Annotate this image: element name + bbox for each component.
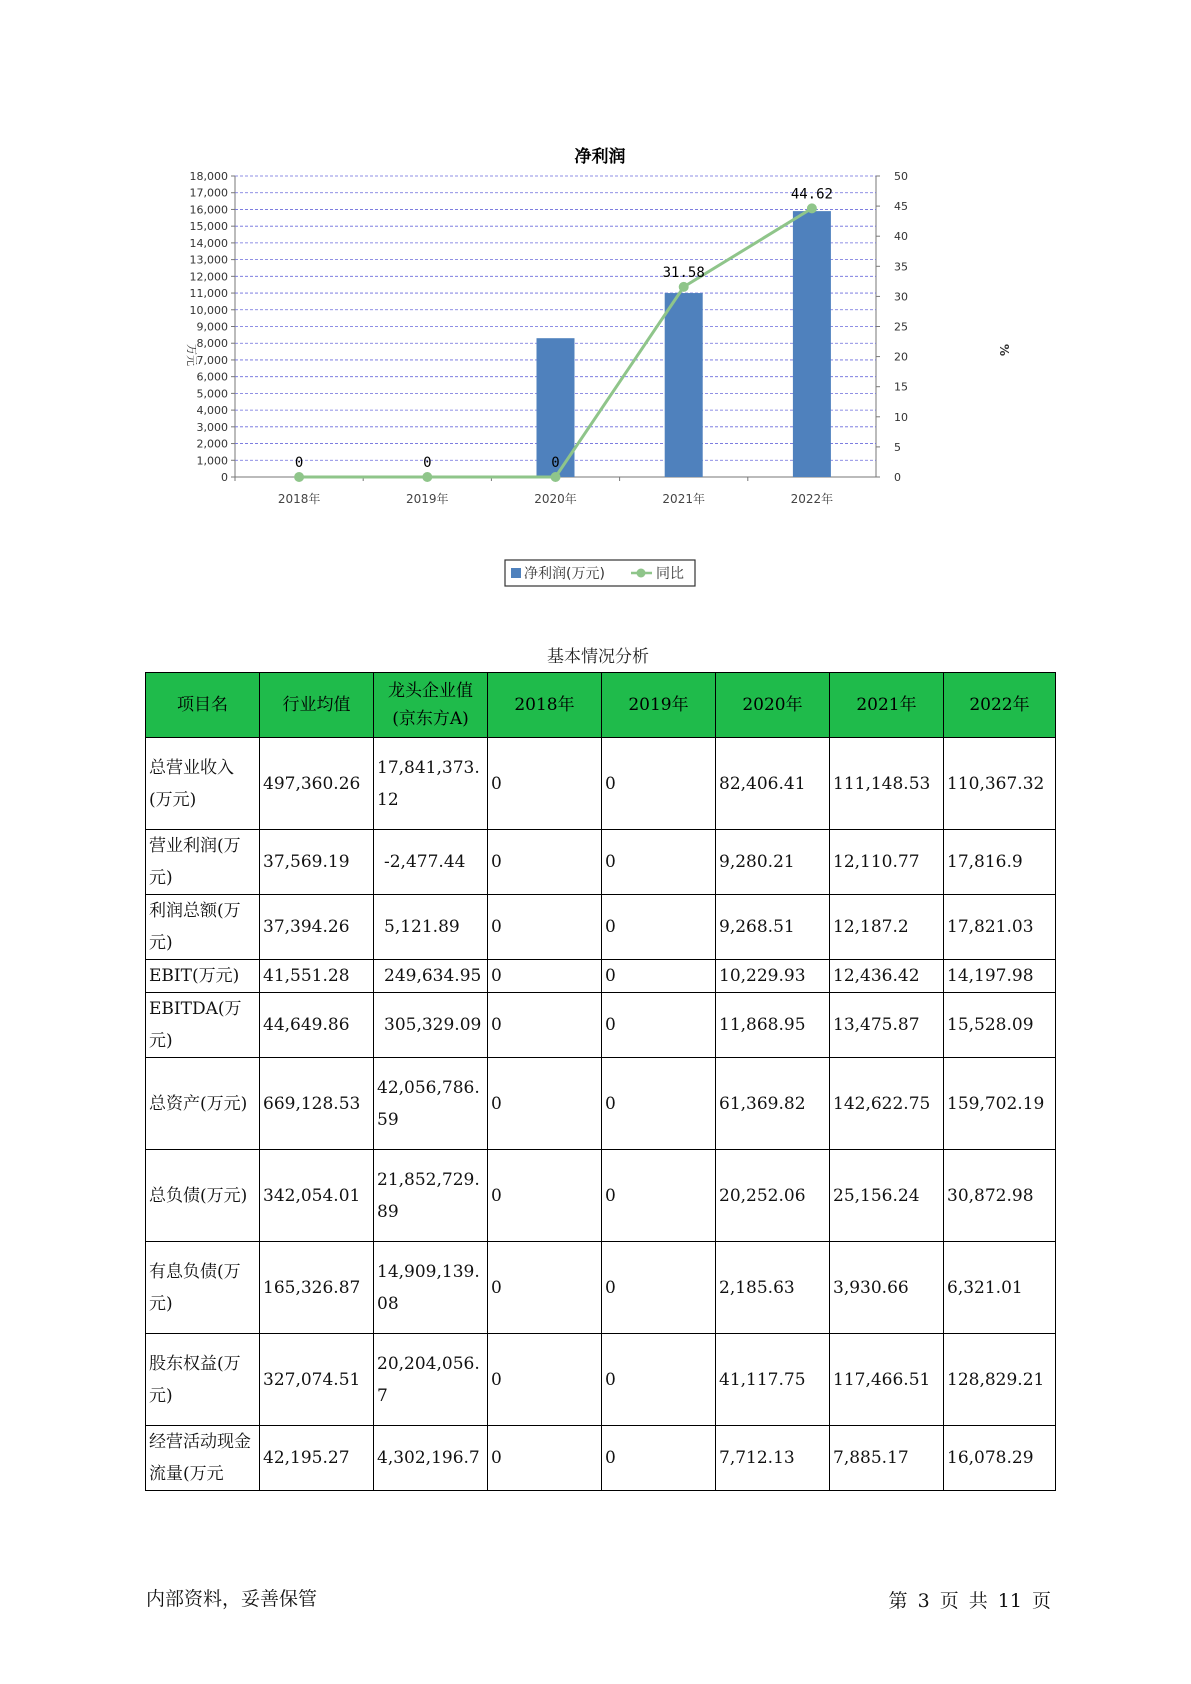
leader-value-cell: -2,477.44 — [374, 830, 488, 895]
industry-avg-cell: 497,360.26 — [260, 738, 374, 830]
y-tick-label: 12,000 — [189, 270, 228, 284]
industry-avg-cell: 37,569.19 — [260, 830, 374, 895]
row-name: 总资产(万元) — [146, 1058, 260, 1150]
table-row — [146, 1150, 1056, 1242]
industry-avg-cell: 42,195.27 — [260, 1426, 374, 1491]
leader-value-cell: 4,302,196.7 — [374, 1426, 488, 1491]
value-2018-cell: 0 — [488, 1242, 602, 1334]
y2-tick-label: 40 — [894, 230, 908, 244]
y2-tick-label: 25 — [894, 320, 908, 334]
value-2018-cell: 0 — [488, 1334, 602, 1426]
x-tick-label: 2018年 — [277, 492, 321, 506]
industry-avg-cell: 342,054.01 — [260, 1150, 374, 1242]
y2-tick-label: 10 — [894, 410, 908, 424]
row-name: 经营活动现金流量(万元 — [146, 1426, 260, 1491]
header-industry-avg: 行业均值 — [260, 673, 374, 738]
yoy-data-label: 0 — [551, 455, 560, 471]
row-name: 有息负债(万元) — [146, 1242, 260, 1334]
value-2020-cell: 82,406.41 — [716, 738, 830, 830]
value-2018-cell: 0 — [488, 1150, 602, 1242]
row-name: 利润总额(万元) — [146, 895, 260, 960]
yoy-point — [551, 472, 561, 482]
table-row — [146, 960, 1056, 993]
value-2019-cell: 0 — [602, 1058, 716, 1150]
basic-analysis-table — [145, 672, 1056, 1491]
value-2021-cell: 13,475.87 — [830, 993, 944, 1058]
value-2021-cell: 111,148.53 — [830, 738, 944, 830]
industry-avg-cell: 37,394.26 — [260, 895, 374, 960]
value-2022-cell: 6,321.01 — [944, 1242, 1056, 1334]
y-tick-label: 14,000 — [189, 236, 228, 250]
value-2019-cell: 0 — [602, 1334, 716, 1426]
net-profit-bar — [793, 211, 831, 477]
value-2021-cell: 12,187.2 — [830, 895, 944, 960]
y2-axis-label: % — [997, 343, 1011, 357]
y-tick-label: 13,000 — [189, 253, 228, 267]
x-tick-label: 2020年 — [534, 492, 577, 506]
y-axis-ticks — [190, 170, 236, 484]
leader-value-cell: 305,329.09 — [374, 993, 488, 1058]
table-row — [146, 738, 1056, 830]
header-item-name: 项目名 — [146, 673, 260, 738]
value-2021-cell: 12,436.42 — [830, 960, 944, 993]
value-2019-cell: 0 — [602, 993, 716, 1058]
y-tick-label: 0 — [221, 471, 228, 484]
value-2020-cell: 20,252.06 — [716, 1150, 830, 1242]
value-2020-cell: 9,268.51 — [716, 895, 830, 960]
row-name: EBIT(万元) — [146, 960, 260, 993]
value-2021-cell: 3,930.66 — [830, 1242, 944, 1334]
industry-avg-cell: 41,551.28 — [260, 960, 374, 993]
industry-avg-cell: 44,649.86 — [260, 993, 374, 1058]
value-2018-cell: 0 — [488, 830, 602, 895]
net-profit-chart — [0, 0, 1191, 600]
y-tick-label: 7,000 — [196, 353, 228, 367]
value-2020-cell: 9,280.21 — [716, 830, 830, 895]
table-body — [146, 738, 1056, 1491]
value-2018-cell: 0 — [488, 960, 602, 993]
value-2018-cell: 0 — [488, 895, 602, 960]
value-2020-cell: 61,369.82 — [716, 1058, 830, 1150]
value-2021-cell: 25,156.24 — [830, 1150, 944, 1242]
yoy-point — [807, 203, 817, 213]
leader-value-cell: 17,841,373.12 — [374, 738, 488, 830]
header-2021: 2021年 — [830, 673, 944, 738]
row-name: EBITDA(万元) — [146, 993, 260, 1058]
leader-value-cell: 21,852,729.89 — [374, 1150, 488, 1242]
table-row — [146, 993, 1056, 1058]
value-2021-cell: 117,466.51 — [830, 1334, 944, 1426]
table-row — [146, 895, 1056, 960]
value-2022-cell: 110,367.32 — [944, 738, 1056, 830]
y2-tick-label: 0 — [894, 471, 901, 484]
y-tick-label: 1,000 — [196, 454, 228, 468]
value-2020-cell: 2,185.63 — [716, 1242, 830, 1334]
y-axis-label: 万元 — [185, 344, 198, 366]
value-2018-cell: 0 — [488, 1058, 602, 1150]
y-tick-label: 11,000 — [189, 287, 228, 301]
yoy-data-label: 44.62 — [790, 186, 833, 203]
value-2019-cell: 0 — [602, 830, 716, 895]
y2-tick-label: 20 — [894, 350, 908, 364]
value-2018-cell: 0 — [488, 738, 602, 830]
value-2019-cell: 0 — [602, 1150, 716, 1242]
y2-tick-label: 50 — [894, 170, 908, 183]
value-2022-cell: 17,816.9 — [944, 830, 1056, 895]
y-tick-label: 2,000 — [196, 437, 228, 451]
leader-value-cell: 20,204,056.7 — [374, 1334, 488, 1426]
y-tick-label: 15,000 — [189, 220, 228, 234]
leader-value-cell: 14,909,139.08 — [374, 1242, 488, 1334]
table-row — [146, 830, 1056, 895]
y-tick-label: 4,000 — [196, 404, 228, 418]
yoy-point — [679, 282, 689, 292]
legend-line-label: 同比 — [656, 566, 684, 582]
table-caption: 基本情况分析 — [547, 647, 649, 667]
y2-axis-ticks — [876, 170, 908, 484]
leader-value-cell: 249,634.95 — [374, 960, 488, 993]
y-tick-label: 6,000 — [196, 370, 228, 384]
value-2022-cell: 128,829.21 — [944, 1334, 1056, 1426]
value-2018-cell: 0 — [488, 1426, 602, 1491]
value-2019-cell: 0 — [602, 1426, 716, 1491]
y-tick-label: 16,000 — [189, 203, 228, 217]
yoy-data-label: 31.58 — [662, 264, 705, 281]
y2-tick-label: 30 — [894, 290, 908, 304]
footer-confidential: 内部资料，妥善保管 — [146, 1588, 318, 1610]
footer-page-number: 第 3 页 共 11 页 — [888, 1590, 1051, 1612]
y2-tick-label: 5 — [894, 440, 901, 454]
header-leader-value: 龙头企业值(京东方A) — [374, 673, 488, 738]
table-row — [146, 1058, 1056, 1150]
x-tick-label: 2021年 — [662, 492, 705, 506]
row-name: 总营业收入(万元) — [146, 738, 260, 830]
y2-tick-label: 45 — [894, 200, 908, 214]
value-2021-cell: 7,885.17 — [830, 1426, 944, 1491]
value-2022-cell: 15,528.09 — [944, 993, 1056, 1058]
value-2018-cell: 0 — [488, 993, 602, 1058]
yoy-data-label: 0 — [423, 455, 432, 471]
value-2019-cell: 0 — [602, 895, 716, 960]
header-2018: 2018年 — [488, 673, 602, 738]
value-2020-cell: 11,868.95 — [716, 993, 830, 1058]
y-tick-label: 9,000 — [196, 320, 228, 334]
industry-avg-cell: 669,128.53 — [260, 1058, 374, 1150]
y-tick-label: 10,000 — [189, 303, 228, 317]
header-2020: 2020年 — [716, 673, 830, 738]
value-2021-cell: 12,110.77 — [830, 830, 944, 895]
y-tick-label: 18,000 — [189, 170, 228, 183]
x-tick-label: 2019年 — [406, 492, 449, 506]
x-tick-label: 2022年 — [790, 492, 834, 506]
table-row — [146, 1426, 1056, 1491]
x-axis-ticks — [235, 477, 833, 506]
y-tick-label: 5,000 — [196, 387, 228, 401]
value-2019-cell: 0 — [602, 960, 716, 993]
y2-tick-label: 15 — [894, 380, 908, 394]
header-2019: 2019年 — [602, 673, 716, 738]
yoy-point — [294, 472, 304, 482]
value-2021-cell: 142,622.75 — [830, 1058, 944, 1150]
leader-value-cell: 42,056,786.59 — [374, 1058, 488, 1150]
y-tick-label: 3,000 — [196, 420, 228, 434]
value-2022-cell: 16,078.29 — [944, 1426, 1056, 1491]
value-2020-cell: 10,229.93 — [716, 960, 830, 993]
yoy-point — [422, 472, 432, 482]
legend — [505, 560, 695, 586]
y-tick-label: 8,000 — [196, 337, 228, 351]
y-tick-label: 17,000 — [189, 186, 228, 200]
industry-avg-cell: 327,074.51 — [260, 1334, 374, 1426]
header-2022: 2022年 — [944, 673, 1056, 738]
legend-line-marker — [637, 569, 646, 578]
row-name: 总负债(万元) — [146, 1150, 260, 1242]
value-2022-cell: 159,702.19 — [944, 1058, 1056, 1150]
y2-tick-label: 35 — [894, 260, 908, 274]
legend-bar-label: 净利润(万元) — [524, 566, 605, 582]
row-name: 营业利润(万元) — [146, 830, 260, 895]
value-2022-cell: 30,872.98 — [944, 1150, 1056, 1242]
table-row — [146, 1242, 1056, 1334]
value-2022-cell: 14,197.98 — [944, 960, 1056, 993]
row-name: 股东权益(万元) — [146, 1334, 260, 1426]
leader-value-cell: 5,121.89 — [374, 895, 488, 960]
table-row — [146, 1334, 1056, 1426]
value-2019-cell: 0 — [602, 1242, 716, 1334]
table-header-row — [146, 673, 1056, 738]
net-profit-bar — [665, 293, 703, 477]
chart-title: 净利润 — [574, 147, 626, 167]
value-2020-cell: 7,712.13 — [716, 1426, 830, 1491]
value-2019-cell: 0 — [602, 738, 716, 830]
yoy-data-label: 0 — [294, 455, 304, 471]
industry-avg-cell: 165,326.87 — [260, 1242, 374, 1334]
value-2020-cell: 41,117.75 — [716, 1334, 830, 1426]
value-2022-cell: 17,821.03 — [944, 895, 1056, 960]
legend-bar-swatch — [511, 568, 521, 578]
